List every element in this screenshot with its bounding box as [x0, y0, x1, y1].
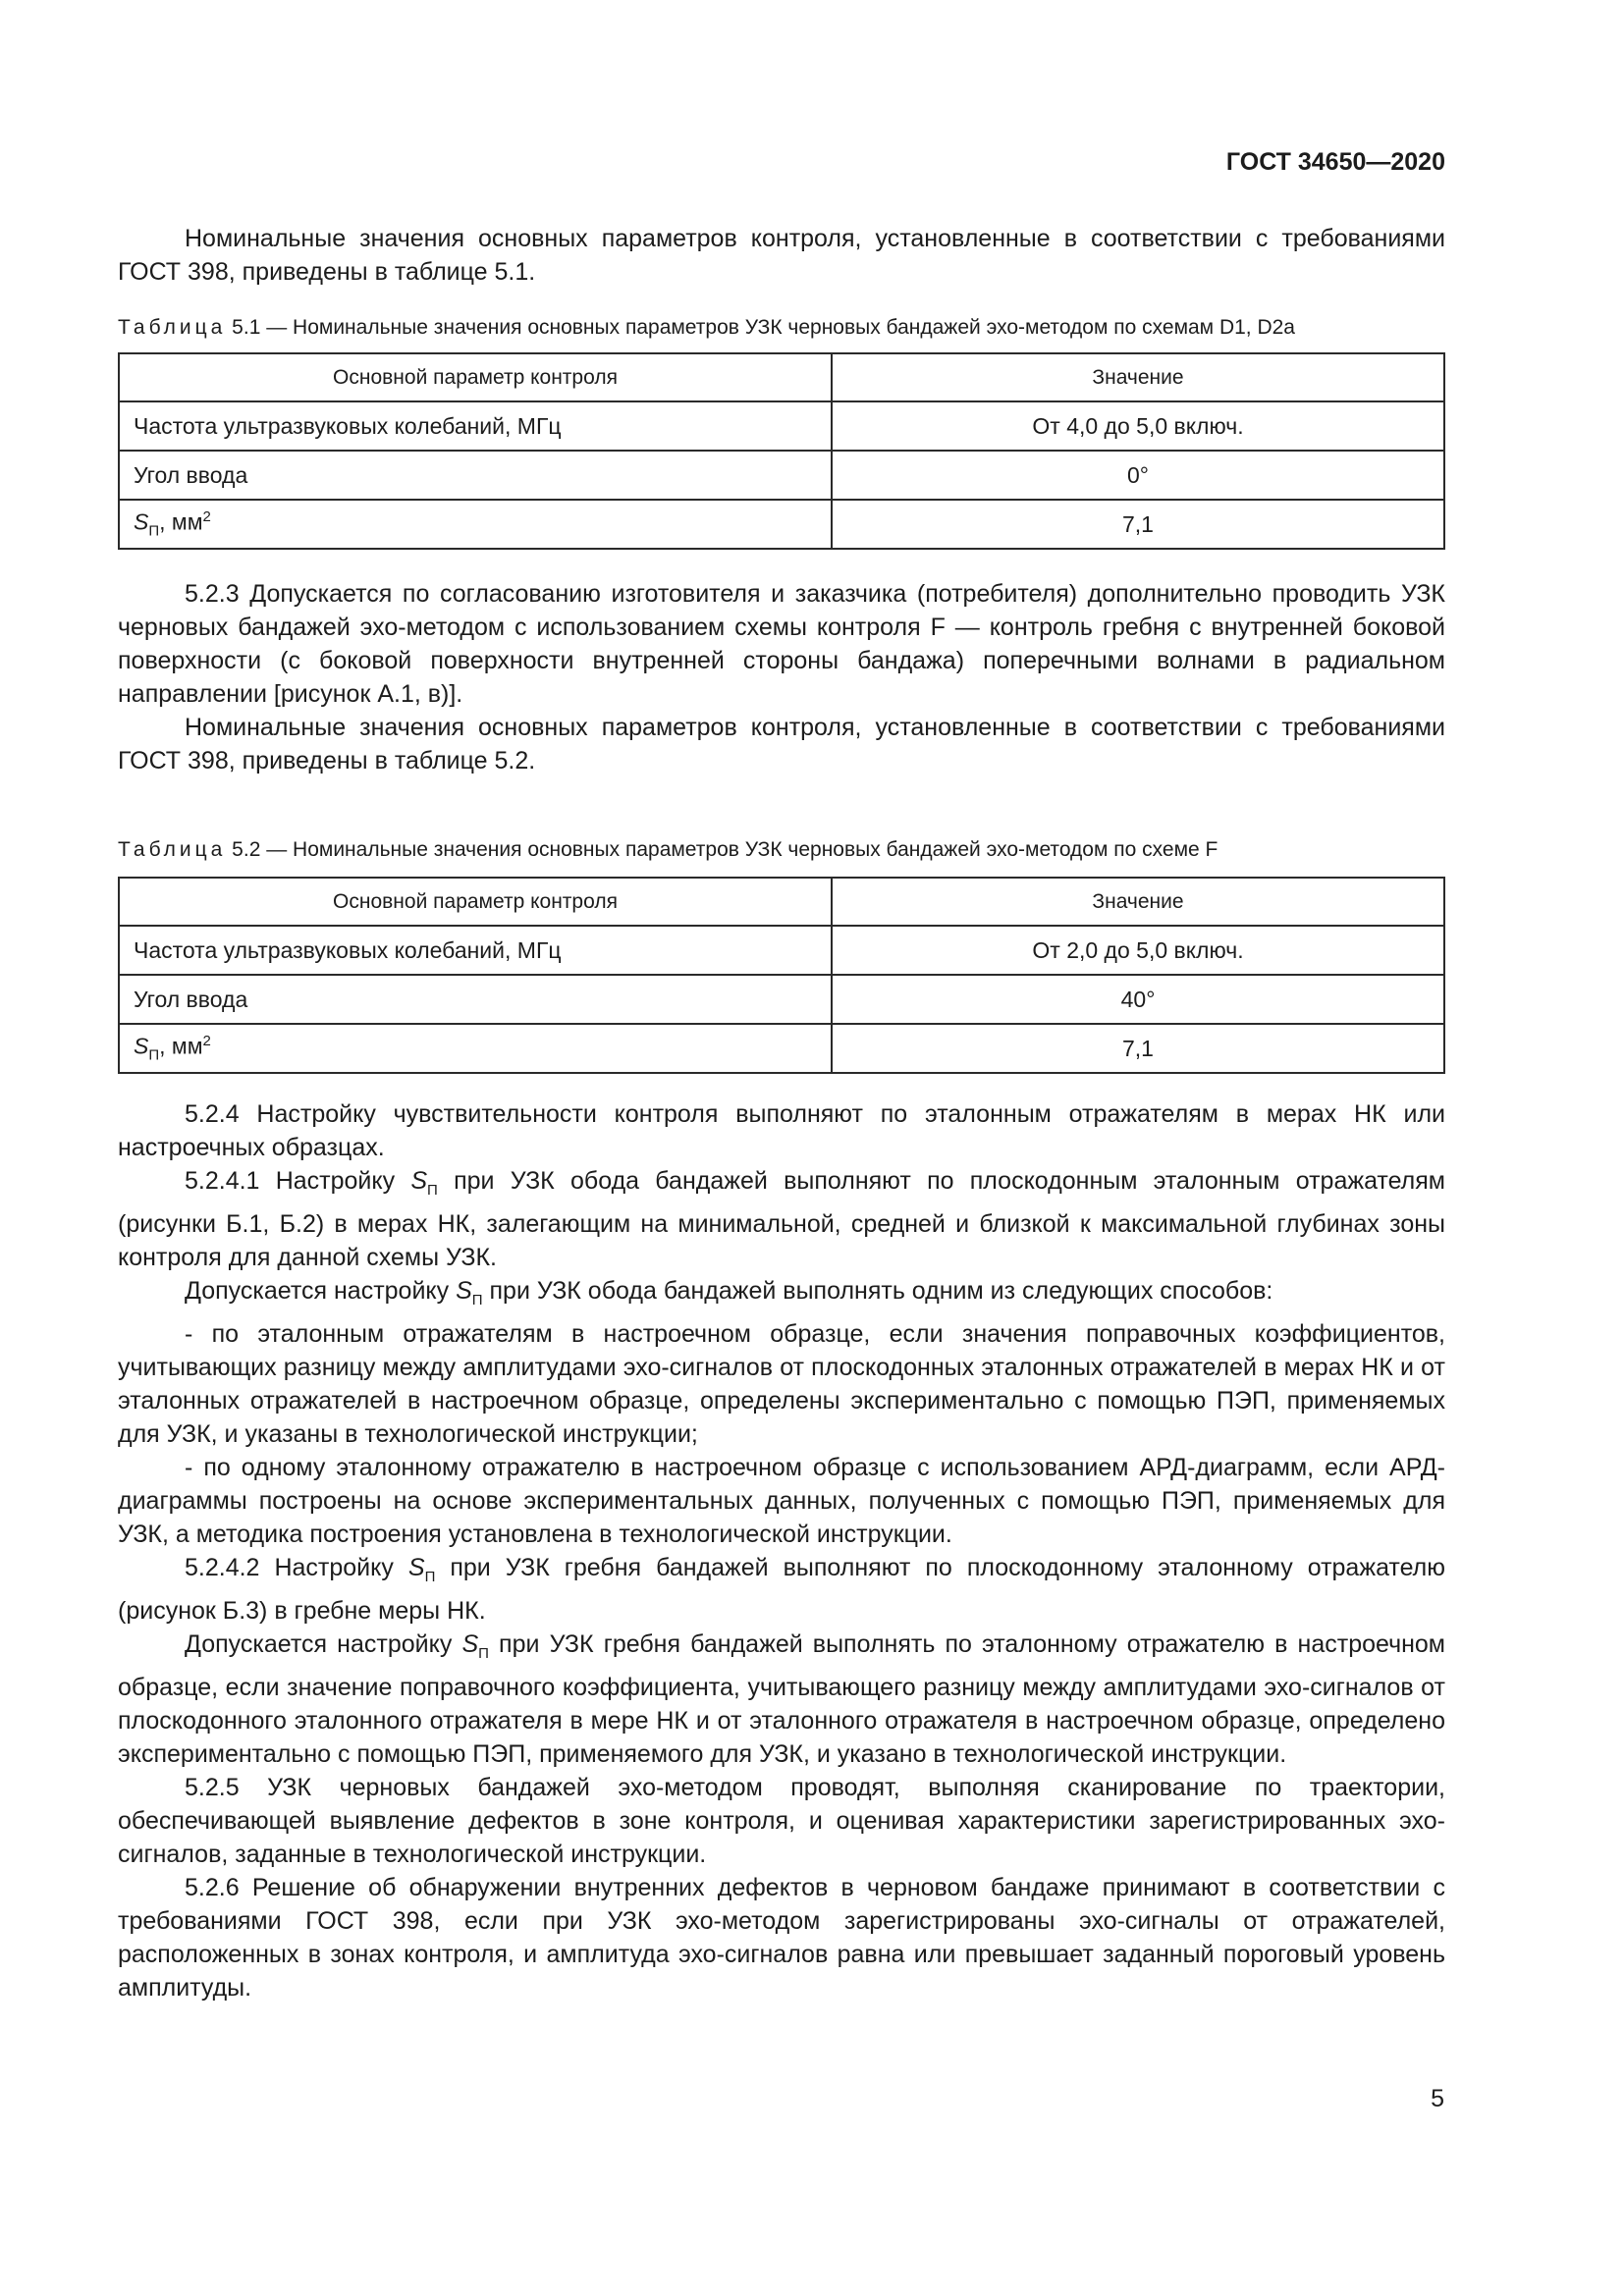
s-subscript: П — [424, 1569, 436, 1585]
table-row — [119, 1024, 1444, 1073]
s-unit-power: 2 — [202, 1033, 211, 1050]
value-cell: 0° — [832, 451, 1444, 500]
s-symbol: S — [456, 1277, 472, 1305]
table-row — [119, 451, 1444, 500]
header-cell-parameter: Основной параметр контроля — [119, 353, 832, 401]
table-row — [119, 500, 1444, 549]
paragraph-5-2-4-1-allowance — [118, 1274, 1445, 1317]
intro-paragraph-2: Номинальные значения основных параметров контроля, установленные в соответствии с требованиями ГОСТ 398, приведены в таблице 5.2. — [118, 714, 1445, 774]
parameter-cell — [119, 1024, 832, 1073]
s-subscript: П — [148, 1046, 160, 1064]
value-cell: От 2,0 до 5,0 включ. — [832, 926, 1444, 975]
s-unit: , мм — [159, 1034, 203, 1060]
s-subscript: П — [471, 1292, 483, 1308]
header-cell-value: Значение — [832, 878, 1444, 926]
paragraph-5-2-4-1 — [118, 1164, 1445, 1274]
table-header-row — [119, 878, 1444, 926]
table-header-row — [119, 353, 1444, 401]
list-item: - по эталонным отражателям в настроечном образце, если значения поправочных коэффициентов, учитывающих разницу между амплитудами эхо-сигналов от плоскодонных эталонных отражателей в мерах НК и от эталонных отражателей в настроечном образце, определены экспериментально с помощью ПЭП, применяемых для УЗК, и указаны в технологической инструкции; — [118, 1320, 1445, 1448]
caption-text: 5.1 — Номинальные значения основных параметров УЗК черновых бандажей эхо-методом по схемам D1, D2а — [226, 316, 1295, 339]
table-5-2-caption — [118, 834, 1445, 865]
s-subscript: П — [478, 1645, 489, 1662]
s-symbol: S — [134, 509, 149, 536]
intro-paragraph-1: Номинальные значения основных параметров контроля, установленные в соответствии с требованиями ГОСТ 398, приведены в таблице 5.1. — [118, 225, 1445, 286]
s-subscript: П — [427, 1182, 438, 1199]
page-content — [118, 222, 1445, 2004]
parameter-cell: Угол ввода — [119, 975, 832, 1024]
s-subscript: П — [148, 522, 160, 540]
text-after: при УЗК гребня бандажей выполнять по эталонному отражателю в настроечном образце, если значение поправочного коэффициента, учитывающего разницу между амплитудами эхо-сигналов от плоскодонного эталонного отражателя в мере НК и от эталонного отражателя в настроечном образце, определено экспериментально с помощью ПЭП, применяемого для УЗК, и указано в технологической инструкции. — [118, 1630, 1445, 1768]
document-code: ГОСТ 34650—2020 — [1225, 148, 1445, 176]
value-cell: 7,1 — [832, 500, 1444, 549]
parameter-cell — [119, 500, 832, 549]
text-after: при УЗК обода бандажей выполняют по плоскодонным эталонным отражателям (рисунки Б.1, Б.2) в мерах НК, залегающим на минимальной, средней и близкой к максимальной глубинах зоны контроля для данной схемы УЗК. — [118, 1167, 1445, 1271]
s-symbol: S — [461, 1630, 479, 1658]
header-cell-parameter: Основной параметр контроля — [119, 878, 832, 926]
parameter-cell: Угол ввода — [119, 451, 832, 500]
text-after: при УЗК обода бандажей выполнять одним из следующих способов: — [482, 1277, 1273, 1305]
table-5-1 — [118, 352, 1445, 550]
table-row — [119, 401, 1444, 451]
text-before: 5.2.4.1 Настройку — [185, 1167, 411, 1195]
text-before: Допускается настройку — [185, 1277, 457, 1305]
parameter-cell: Частота ультразвуковых колебаний, МГц — [119, 401, 832, 451]
caption-word: Таблица — [118, 316, 227, 339]
text-after: при УЗК гребня бандажей выполняют по плоскодонному эталонному отражателю (рисунок Б.3) в гребне меры НК. — [118, 1554, 1445, 1625]
list-item: - по одному эталонному отражателю в настроечном образце с использованием АРД-диаграмм, если АРД-диаграммы построены на основе экспериментальных данных, полученных с помощью ПЭП, применяемых для УЗК, а методика построения установлена в технологической инструкции. — [118, 1454, 1445, 1548]
table-5-2 — [118, 877, 1445, 1074]
paragraph-5-2-3: 5.2.3 Допускается по согласованию изготовителя и заказчика (потребителя) дополнительно проводить УЗК черновых бандажей эхо-методом с использованием схемы контроля F — контроль гребня с внутренней боковой поверхности (с боковой поверхности внутренней стороны бандажа) поперечными волнами в радиальном направлении [рисунок А.1, в)]. — [118, 580, 1445, 708]
value-cell: 40° — [832, 975, 1444, 1024]
page-number: 5 — [1431, 2085, 1444, 2112]
paragraph-5-2-4-2 — [118, 1551, 1445, 1628]
s-unit-power: 2 — [202, 508, 211, 526]
paragraph-5-2-5: 5.2.5 УЗК черновых бандажей эхо-методом проводят, выполняя сканирование по траектории, обеспечивающей выявление дефектов в зоне контроля, и оценивая характеристики зарегистрированных эхо-сигналов, заданные в технологической инструкции. — [118, 1774, 1445, 1868]
s-symbol: S — [410, 1167, 428, 1195]
s-symbol: S — [407, 1554, 425, 1581]
parameter-cell: Частота ультразвуковых колебаний, МГц — [119, 926, 832, 975]
value-cell: 7,1 — [832, 1024, 1444, 1073]
text-before: Допускается настройку — [185, 1630, 462, 1658]
text-before: 5.2.4.2 Настройку — [185, 1554, 408, 1581]
s-symbol: S — [134, 1034, 149, 1060]
table-row — [119, 975, 1444, 1024]
caption-word: Таблица — [118, 838, 227, 861]
paragraph-5-2-6: 5.2.6 Решение об обнаружении внутренних дефектов в черновом бандаже принимают в соответствии с требованиями ГОСТ 398, если при УЗК эхо-методом зарегистрированы эхо-сигналы от отражателей, расположенных в зонах контроля, и амплитуда эхо-сигналов равна или превышает заданный пороговый уровень амплитуды. — [118, 1874, 1445, 2002]
paragraph-5-2-4-2-allowance — [118, 1628, 1445, 1771]
header-cell-value: Значение — [832, 353, 1444, 401]
table-5-1-caption — [118, 312, 1445, 343]
s-unit: , мм — [159, 509, 203, 536]
caption-text: 5.2 — Номинальные значения основных параметров УЗК черновых бандажей эхо-методом по схеме F — [226, 838, 1218, 861]
value-cell: От 4,0 до 5,0 включ. — [832, 401, 1444, 451]
table-row — [119, 926, 1444, 975]
paragraph-5-2-4: 5.2.4 Настройку чувствительности контроля выполняют по эталонным отражателям в мерах НК или настроечных образцах. — [118, 1100, 1445, 1161]
